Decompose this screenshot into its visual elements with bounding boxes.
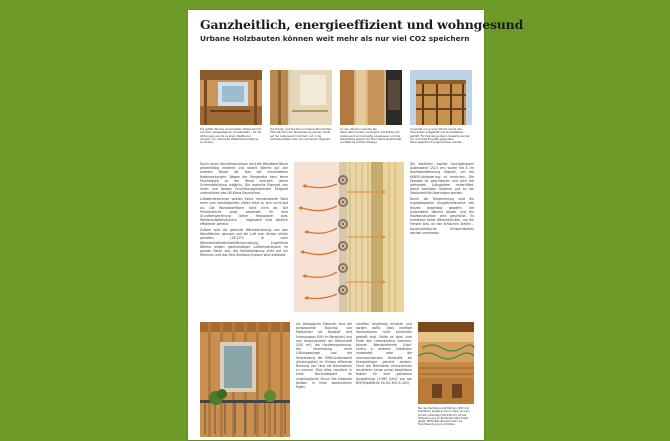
magazine-page [188,10,524,440]
article-subtitle: Urbane Holzbauten können weit mehr als nur viel CO2 speichern [200,34,470,43]
photo-wall-installation [270,70,332,125]
body-text-left [200,162,288,314]
photo-caption-1: Die größte Teil des verwendeten Holzes kommt aus dem nahegelegenen Schwarzwald – für die Wohnungen wurde es allein Weißtanne verbaut, um naturnahe Waldbewirtschaftung zu fördern. [200,128,262,145]
photo-caption-4: Innerhalb nur je einer Woche wurde das Holzrohbau aufgestellt und anschließend gehüllt. Für fast alle anderen Gewerke wurden nur minimale Eingriffe gegenüber Planungsentwurf vorgenommen werden. [410,128,471,145]
body-left-paragraph-1: Durch einen Konvektionsstrom wird die Wandoberfläche gleichmäßig erwärmt und strahlt Wärme auf alle anderen Körper ab. Das hat verschiedene Nebenwirkungen: Wegen der Temperatur kann keine Feuchtigkeit an der Wand anlichen (keine Schimmelbildung möglich). Die basische Eigenart von Lehm und dessen Feuchteausgleichender Einigkeit unterstützen das UB-Klima Raumklima. [200,162,288,196]
body-left-paragraph-3: Zudem wird die gesunde Wärmestrahlung von den Wandflächen genutzt und die Luft zum Atmen kühler gehalten (18-20°C je nach Wärmeempfindlichkeit/Raumnutzung). Zugeführte Wärme wegen gleichmäßiger Lufttemperaturen im ganzen Raum aus, die Staubbelastung sinkt auf ein Minimum und das Herz-Kreislauf-System wird entlastet. [200,228,288,258]
body-right-paragraph-2: Durch die Temperierung wird die hygroskopische Ausgleichsfeuchte des Holzes langfristig gewahrt, die Außenwand dämmt besser und die Holzkonstruktion wird geschützt. Es entstehen keine Wärmebrücken, am die Fenster bzw. an den kritischen Stellen – bauphysikalische Schwachstellen werden vermieden. [410,197,474,235]
body-text-bottom-mid: Als ökologische Faktoren sind die konsequente Nutzung von Massivholz als Baustoff (mit Innenausbau KVH im Parkplatz) und von Holzprodukten als Dämmstoff (200 m²), die Hauttemperierung, die Vermeidung einer Lüftungsanlage und die Verwendung der MHM-Außenwand (bindungsfrei) im Einbau effiziente Nutzung von Holz als Baumaterial zu nennen. Dies alles resultiert in einer Nachhaltigkeit im ursprünglichen Sinne: Die Gebäude bleiben in ihren wesentlichen Eigen- [296,322,352,390]
body-right-paragraph-1: Die lastfreien, kapillar durchgängigen Außenwand (24,5 cm) wurde mit 4 cm Holzfaserdämmung ergänzt, um die KfW55-Anforderung zu erreichen. Die Fassade ist geschlossen und wird mit stehenden Luftpolstern hinterlüftet, damit sonstiger Gewinne gut an die Gebäudehülle übertragen werden. [410,162,474,196]
photo-caption-3: An den Wandern werden die Sekundärschichten verlängert: Die Breiter der Außenwand sind einseitig eingelassen und die Wandstärke jeweils mit Brennwalls abgedichtet (vollständig Luftdurchlässig). [340,128,402,145]
wall-heating-diagram [294,162,404,312]
photo-wooden-room [200,70,262,125]
body-text-right [410,162,474,314]
article-title: Ganzheitlich, energieeffizient und wohngesund [200,17,524,32]
body-left-paragraph-2: Luftwärmeverluste spielen keine nennenswerte Rolle mehr und nachfolgendes Lüften führt zu sich nicht kalt an. Die Wandoberfläche kühlt nicht ab. Die Primärschicht sorgt dauerhaft für eine Grundtemperierung (keine Heizspitzen bzw. Wiederaufwärmphasen) – insgesamt wird deutlich effizienter geheizt. [200,197,288,227]
body-text-bottom-right: schaften langfristig erhalten und sorgen dafür, dass künftige Generationen nicht schlechter gestellt sind. Sollte es doch zum Ende des Lebenszyklus kommen, können Wandelemente (Holz, Lehm) in anderen Gebäuden verwendet oder die nachwachsenden Rohstoffe als Energieträger genutzt werden. Ohne die Mehrwerte einzurechnen resultieren heute schon bezahlbare Kosten für eine gehobene Ausstattung (1.985 €/m2 pro qm BGF/Nutzfläche für KG 300 & 400). [356,322,412,385]
bottom-photo-caption: Bei der Dachbrennnahflächen (280 mm Holzfaser) abgetrennen (unten) und am Sockel (oberhalb Holz-Estrich) ist das Temperierung im Boden/Kontakt direkt gegen MHM-Wandkonstruktion zur Feuchtewirkung zu schützen. [418,407,470,427]
photo-floor-construction [418,322,474,404]
photo-balcony [200,322,290,437]
photo-caption-2: Die Primär- (auf Sockel) und Sekundärschichten (Stirnflächen) der Temperierung werden direkt auf der Außenwand montiert und in die Lehmbauplatten bzw. den Lehmputz integriert. [270,128,332,141]
photo-building-scaffold [410,70,472,125]
photo-wall-section [340,70,402,125]
